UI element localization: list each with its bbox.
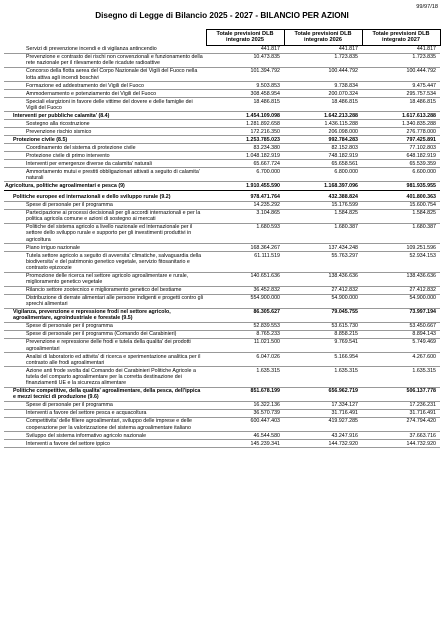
value-2027: 109.251.596 — [362, 244, 440, 252]
value-2026: 137.434.248 — [284, 244, 362, 252]
row-label: Servizi di prevenzione incendi e di vigilanza antincendio — [4, 45, 206, 53]
table-row — [4, 244, 440, 252]
value-2027: 77.102.803 — [362, 144, 440, 152]
value-2026: 656.962.719 — [284, 387, 362, 401]
value-2025: 441.817 — [206, 45, 284, 53]
row-label: Politiche europee ed internazionali e dello sviluppo rurale (9.2) — [4, 191, 206, 202]
row-label: Agricoltura, politiche agroalimentari e pesca (9) — [4, 182, 206, 191]
table-row — [4, 112, 440, 120]
row-label: Speciali elargizioni in favore delle vittime del dovere e delle famiglie dei Vigili del Fuoco — [4, 98, 206, 112]
value-2027: 276.778.000 — [362, 128, 440, 136]
table-row — [4, 402, 440, 410]
value-2026: 53.615.730 — [284, 323, 362, 331]
table-row — [4, 323, 440, 331]
table-row — [4, 440, 440, 448]
value-2025: 52.839.553 — [206, 323, 284, 331]
value-2027: 1.680.387 — [362, 223, 440, 243]
value-2027: 31.716.491 — [362, 409, 440, 417]
value-2026: 138.436.636 — [284, 272, 362, 286]
document-title: Disegno di Legge di Bilancio 2025 - 2027 - BILANCIO PER AZIONI — [95, 11, 349, 20]
header-blank — [4, 30, 206, 46]
value-2027: 27.412.832 — [362, 286, 440, 294]
value-2027: 52.934.153 — [362, 252, 440, 272]
row-label: Sviluppo del sistema informativo agricolo nazionale — [4, 432, 206, 440]
row-label: Coordinamento del sistema di protezione civile — [4, 144, 206, 152]
value-2027: 18.486.815 — [362, 98, 440, 112]
value-2027: 4.267.600 — [362, 353, 440, 367]
row-label: Promozione delle ricerca nel settore agricolo agroalimentare e rurale, miglioramento genetico vegetale — [4, 272, 206, 286]
row-label: Piano irriguo nazionale — [4, 244, 206, 252]
table-row — [4, 82, 440, 90]
value-2025: 8.765.233 — [206, 331, 284, 339]
value-2027: 53.450.667 — [362, 323, 440, 331]
value-2026: 6.800.000 — [284, 168, 362, 182]
value-2027: 401.800.363 — [362, 191, 440, 202]
value-2026: 1.680.387 — [284, 223, 362, 243]
table-row — [4, 353, 440, 367]
value-2025: 16.322.136 — [206, 402, 284, 410]
table-row — [4, 98, 440, 112]
row-label: Ammodernamento e potenziamento dei Vigili del Fuoco — [4, 90, 206, 98]
value-2025: 1.048.182.919 — [206, 152, 284, 160]
table-row — [4, 136, 440, 144]
row-label: Interventi a favore del settore pesca e acquacoltura — [4, 409, 206, 417]
table-row — [4, 182, 440, 191]
value-2026: 1.584.825 — [284, 209, 362, 223]
value-2027: 9.475.447 — [362, 82, 440, 90]
row-label: Spese di personale per il programma — [4, 201, 206, 209]
table-row — [4, 294, 440, 308]
row-label: Ammortamento mutui e prestiti obbligazionari attivati a seguito di calamita' naturali — [4, 168, 206, 182]
value-2025: 851.678.199 — [206, 387, 284, 401]
value-2027: 295.757.534 — [362, 90, 440, 98]
table-row — [4, 367, 440, 387]
value-2026: 55.763.297 — [284, 252, 362, 272]
table-row — [4, 90, 440, 98]
row-label: Interventi a favore del settore ippico — [4, 440, 206, 448]
value-2027: 5.749.469 — [362, 339, 440, 353]
row-label: Concorso della flotta aerea del Corpo Nazionale dei Vigili del Fuoco nella lotta attiva agli incendi boschivi — [4, 67, 206, 81]
table-row — [4, 409, 440, 417]
value-2025: 6.047.026 — [206, 353, 284, 367]
value-2026: 1.168.397.096 — [284, 182, 362, 191]
value-2026: 748.182.919 — [284, 152, 362, 160]
value-2027: 648.182.919 — [362, 152, 440, 160]
value-2027: 73.997.194 — [362, 308, 440, 322]
value-2027: 8.894.143 — [362, 331, 440, 339]
value-2027: 1.340.835.288 — [362, 120, 440, 128]
value-2027: 6.600.000 — [362, 168, 440, 182]
value-2026: 441.817 — [284, 45, 362, 53]
value-2025: 145.239.341 — [206, 440, 284, 448]
value-2025: 600.447.403 — [206, 417, 284, 431]
table-row — [4, 160, 440, 168]
table-row — [4, 152, 440, 160]
page-number: 99/97/18 — [416, 4, 438, 10]
value-2027: 1.723.835 — [362, 53, 440, 67]
value-2027: 1.617.613.288 — [362, 112, 440, 120]
value-2025: 86.305.627 — [206, 308, 284, 322]
value-2027: 15.600.754 — [362, 201, 440, 209]
value-2026: 992.784.283 — [284, 136, 362, 144]
row-label: Distribuzione di derrate alimentari alle persone indigenti e progetti contro gli sprechi alimentari — [4, 294, 206, 308]
table-header-row — [4, 30, 440, 46]
value-2027: 100.444.792 — [362, 67, 440, 81]
row-label: Rilancio settore zootecnico e miglioramento genetico del bestiame — [4, 286, 206, 294]
value-2025: 61.111.519 — [206, 252, 284, 272]
row-label: Tutela settore agricolo a seguito di avversita' climatiche, salvaguardia della biodiversita' e del patrimonio genetico vegetale, servizio fitosanitario e contrasto epizoozie — [4, 252, 206, 272]
value-2025: 1.910.455.590 — [206, 182, 284, 191]
table-body — [4, 45, 440, 447]
value-2027: 797.425.891 — [362, 136, 440, 144]
value-2025: 83.234.380 — [206, 144, 284, 152]
budget-table — [4, 29, 441, 448]
value-2026: 9.769.541 — [284, 339, 362, 353]
value-2027: 506.137.778 — [362, 387, 440, 401]
value-2026: 9.738.834 — [284, 82, 362, 90]
value-2025: 172.216.350 — [206, 128, 284, 136]
value-2025: 6.700.000 — [206, 168, 284, 182]
table-row — [4, 223, 440, 243]
value-2027: 274.794.420 — [362, 417, 440, 431]
table-row — [4, 209, 440, 223]
row-label: Interventi per emergenze diverse da calamita' naturali — [4, 160, 206, 168]
value-2025: 18.486.815 — [206, 98, 284, 112]
table-row — [4, 45, 440, 53]
value-2027: 138.436.636 — [362, 272, 440, 286]
value-2025: 140.651.636 — [206, 272, 284, 286]
row-label: Spese di personale per il programma (Comando dei Carabinieri) — [4, 331, 206, 339]
row-label: Prevenzione rischio sismico — [4, 128, 206, 136]
value-2026: 200.070.324 — [284, 90, 362, 98]
value-2027: 37.663.716 — [362, 432, 440, 440]
value-2025: 554.900.000 — [206, 294, 284, 308]
row-label: Spese di personale per il programma — [4, 402, 206, 410]
row-label: Prevenzione e repressione delle frodi e tutela della qualita' dei prodotti agroalimentari — [4, 339, 206, 353]
value-2027: 441.817 — [362, 45, 440, 53]
value-2026: 17.334.127 — [284, 402, 362, 410]
value-2026: 27.412.832 — [284, 286, 362, 294]
value-2025: 101.394.792 — [206, 67, 284, 81]
value-2025: 65.667.724 — [206, 160, 284, 168]
header-2027: Totale previsioni DLB integrato 2027 — [362, 30, 440, 46]
value-2026: 206.098.000 — [284, 128, 362, 136]
table-row — [4, 417, 440, 431]
value-2026: 43.247.916 — [284, 432, 362, 440]
value-2026: 31.716.491 — [284, 409, 362, 417]
value-2027: 65.539.359 — [362, 160, 440, 168]
value-2026: 144.732.920 — [284, 440, 362, 448]
table-row — [4, 339, 440, 353]
value-2027: 981.935.955 — [362, 182, 440, 191]
value-2026: 8.858.215 — [284, 331, 362, 339]
value-2026: 65.658.561 — [284, 160, 362, 168]
table-row — [4, 432, 440, 440]
table-row — [4, 308, 440, 322]
row-label: Protezione civile (8.5) — [4, 136, 206, 144]
value-2026: 18.486.815 — [284, 98, 362, 112]
value-2025: 46.544.580 — [206, 432, 284, 440]
row-label: Politiche competitive, della qualita' agroalimentare, della pesca, dell'ippica e mezzi tecnici di produzione (9.6) — [4, 387, 206, 401]
table-row — [4, 144, 440, 152]
value-2025: 14.235.292 — [206, 201, 284, 209]
value-2025: 978.471.764 — [206, 191, 284, 202]
row-label: Sostegno alla ricostruzione — [4, 120, 206, 128]
value-2026: 82.152.803 — [284, 144, 362, 152]
row-label: Protezione civile di primo intervento — [4, 152, 206, 160]
value-2026: 79.045.755 — [284, 308, 362, 322]
value-2025: 9.503.853 — [206, 82, 284, 90]
row-label: Vigilanza, prevenzione e repressione frodi nel settore agricolo, agroalimentare, agroindustriale e forestale (9.5) — [4, 308, 206, 322]
table-row — [4, 201, 440, 209]
table-row — [4, 387, 440, 401]
row-label: Analisi di laboratorio ed attivita' di ricerca e sperimentazione analitica per il contrasto alle frodi agroalimentari — [4, 353, 206, 367]
row-label: Formazione ed addestramento dei Vigili del Fuoco — [4, 82, 206, 90]
table-row — [4, 67, 440, 81]
table-row — [4, 120, 440, 128]
table-row — [4, 168, 440, 182]
value-2026: 5.166.954 — [284, 353, 362, 367]
value-2027: 17.236.231 — [362, 402, 440, 410]
row-label: Partecipazione ai processi decisionali per gli accordi internazionali e per la politica agricola comune e azioni di sostegno ai mercati — [4, 209, 206, 223]
value-2025: 1.454.109.098 — [206, 112, 284, 120]
table-row — [4, 252, 440, 272]
value-2025: 11.021.500 — [206, 339, 284, 353]
row-label: Interventi per pubbliche calamita' (8.4) — [4, 112, 206, 120]
header-2025: Totale previsioni DLB integrato 2025 — [206, 30, 284, 46]
value-2027: 1.584.825 — [362, 209, 440, 223]
value-2025: 1.281.892.658 — [206, 120, 284, 128]
value-2027: 54.900.000 — [362, 294, 440, 308]
value-2025: 1.635.315 — [206, 367, 284, 387]
value-2026: 15.176.599 — [284, 201, 362, 209]
value-2026: 432.388.824 — [284, 191, 362, 202]
value-2025: 168.364.267 — [206, 244, 284, 252]
value-2026: 419.927.285 — [284, 417, 362, 431]
value-2025: 1.680.593 — [206, 223, 284, 243]
row-label: Prevenzione e contrasto dei rischi non convenzionali e funzionamento della rete nazionale per il rilevamento delle ricadute radioattive — [4, 53, 206, 67]
table-row — [4, 331, 440, 339]
row-label: Azione anti frode svolta dal Comando dei Carabinieri Politiche Agricole a tutela del comparto agroalimentare per la corretta destinazione dei finanziamenti UE e la sicurezza alimentare — [4, 367, 206, 387]
table-row — [4, 286, 440, 294]
value-2025: 3.104.865 — [206, 209, 284, 223]
value-2025: 308.458.954 — [206, 90, 284, 98]
table-row — [4, 128, 440, 136]
value-2026: 1.436.115.288 — [284, 120, 362, 128]
value-2026: 100.444.792 — [284, 67, 362, 81]
value-2025: 10.473.835 — [206, 53, 284, 67]
header-2026: Totale previsioni DLB integrato 2026 — [284, 30, 362, 46]
table-row — [4, 53, 440, 67]
table-row — [4, 272, 440, 286]
row-label: Spese di personale per il programma — [4, 323, 206, 331]
value-2026: 1.635.315 — [284, 367, 362, 387]
row-label: Politiche del sistema agricolo a livello nazionale ed internazionale per il settore dello sviluppo rurale e supporto per gli investimenti produttivi in agricoltura — [4, 223, 206, 243]
table-row — [4, 191, 440, 202]
value-2027: 1.635.315 — [362, 367, 440, 387]
value-2025: 36.452.832 — [206, 286, 284, 294]
value-2026: 54.900.000 — [284, 294, 362, 308]
value-2027: 144.732.920 — [362, 440, 440, 448]
value-2026: 1.642.213.288 — [284, 112, 362, 120]
value-2025: 1.253.785.023 — [206, 136, 284, 144]
value-2025: 36.570.739 — [206, 409, 284, 417]
row-label: Competitivita' delle filiere agroalimentari, sviluppo delle imprese e delle cooperazione per la valorizzazione del sistema agroalimentare italiano — [4, 417, 206, 431]
value-2026: 1.723.835 — [284, 53, 362, 67]
